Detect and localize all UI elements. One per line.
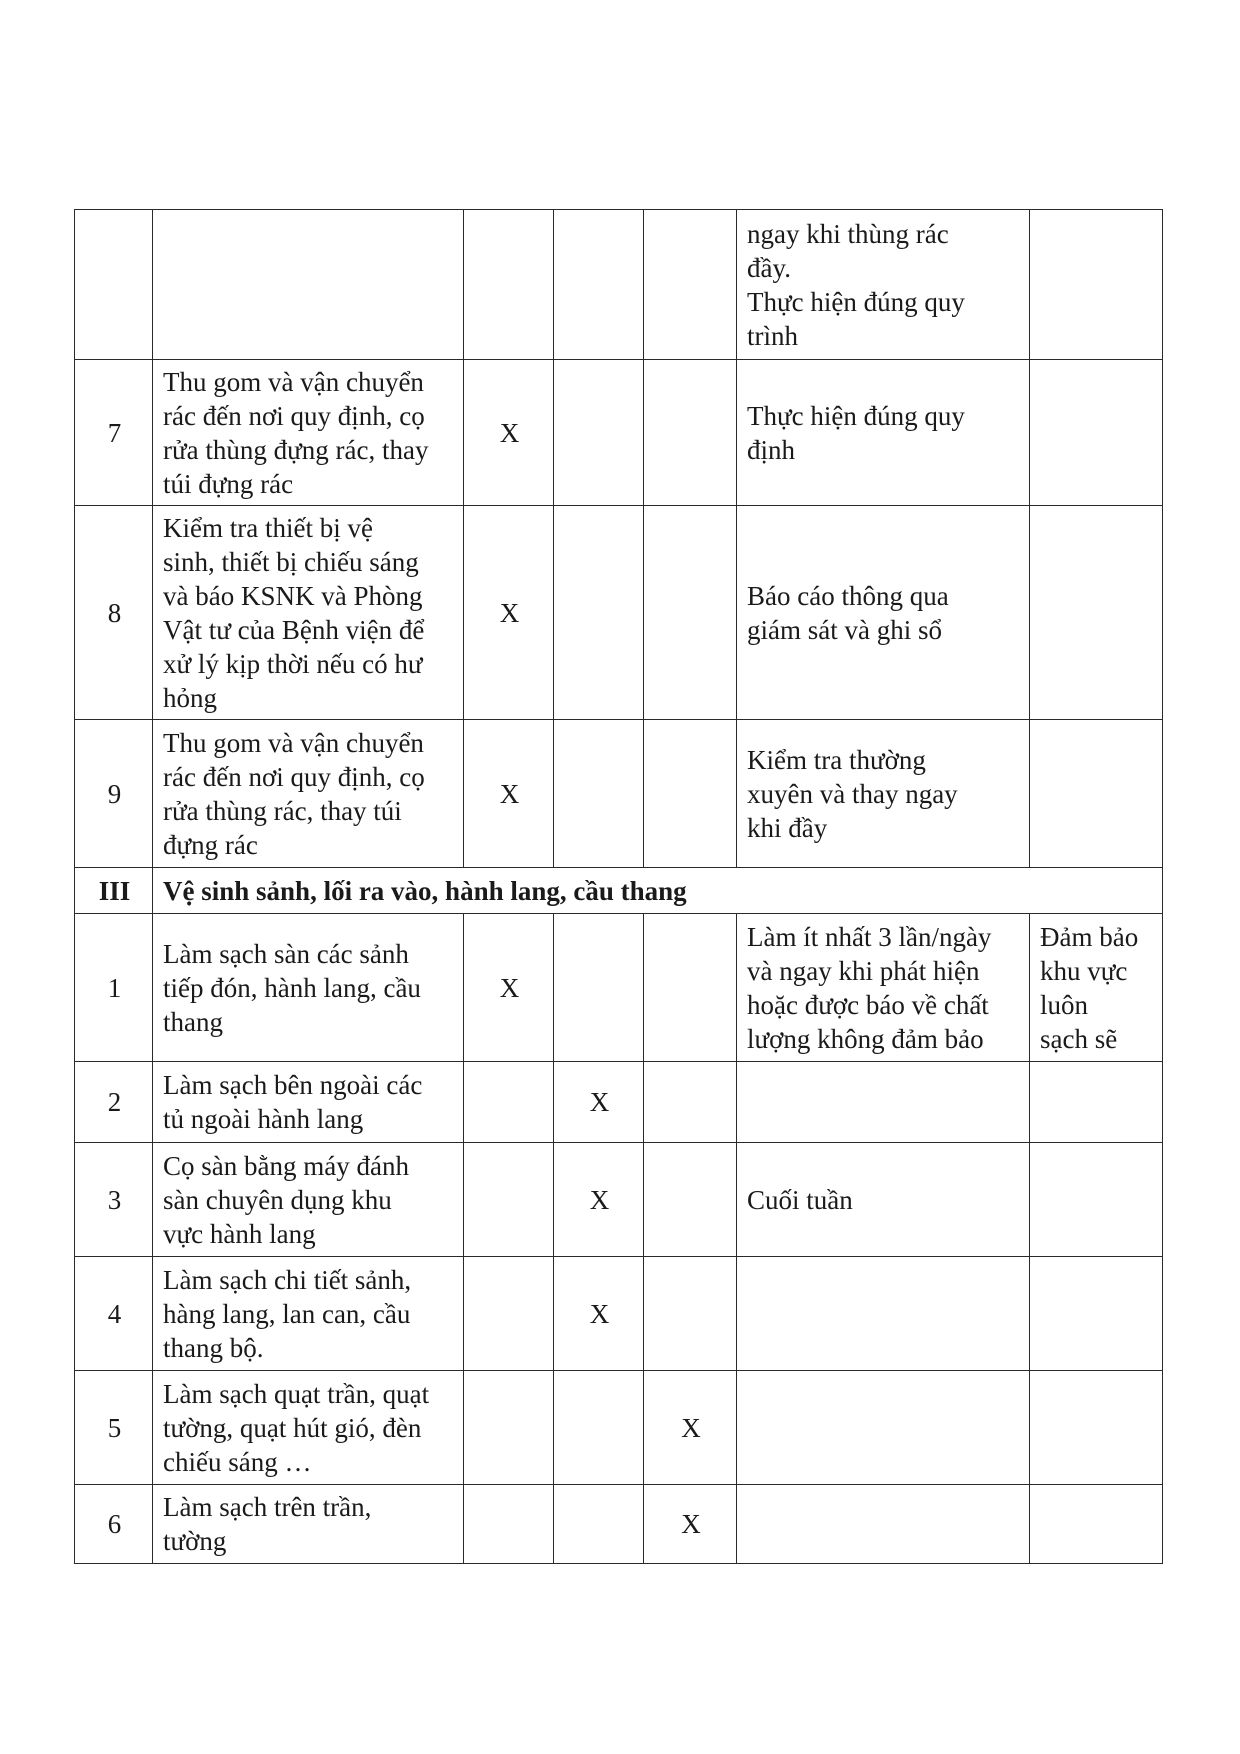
result-note xyxy=(1030,210,1163,360)
weekly-mark: X xyxy=(554,1062,644,1143)
table-row xyxy=(75,506,1163,720)
method-note: Làm ít nhất 3 lần/ngày và ngay khi phát hiện hoặc được báo về chất lượng không đảm bảo xyxy=(737,914,1030,1062)
monthly-mark xyxy=(644,914,737,1062)
monthly-mark xyxy=(644,1143,737,1257)
daily-mark xyxy=(464,1485,554,1564)
daily-mark xyxy=(464,1062,554,1143)
section-number: III xyxy=(75,868,153,914)
weekly-mark xyxy=(554,1371,644,1485)
weekly-mark xyxy=(554,720,644,868)
method-note xyxy=(737,1257,1030,1371)
table-row xyxy=(75,914,1163,1062)
result-note xyxy=(1030,1143,1163,1257)
task-description: Cọ sàn bằng máy đánh sàn chuyên dụng khu vực hành lang xyxy=(153,1143,464,1257)
monthly-mark xyxy=(644,210,737,360)
result-note: Đảm bảo khu vực luôn sạch sẽ xyxy=(1030,914,1163,1062)
weekly-mark xyxy=(554,210,644,360)
result-note xyxy=(1030,1257,1163,1371)
task-description: Làm sạch trên trần, tường xyxy=(153,1485,464,1564)
monthly-mark xyxy=(644,1062,737,1143)
row-number: 9 xyxy=(75,720,153,868)
daily-mark xyxy=(464,1257,554,1371)
daily-mark: X xyxy=(464,720,554,868)
weekly-mark xyxy=(554,1485,644,1564)
task-description: Làm sạch quạt trần, quạt tường, quạt hút gió, đèn chiếu sáng … xyxy=(153,1371,464,1485)
table-row xyxy=(75,720,1163,868)
daily-mark xyxy=(464,1371,554,1485)
weekly-mark xyxy=(554,360,644,506)
table-row xyxy=(75,360,1163,506)
method-note xyxy=(737,1062,1030,1143)
row-number: 2 xyxy=(75,1062,153,1143)
daily-mark: X xyxy=(464,360,554,506)
method-note: Kiểm tra thường xuyên và thay ngay khi đầy xyxy=(737,720,1030,868)
daily-mark xyxy=(464,1143,554,1257)
method-note: ngay khi thùng rác đầy. Thực hiện đúng quy trình xyxy=(737,210,1030,360)
result-note xyxy=(1030,506,1163,720)
result-note xyxy=(1030,1062,1163,1143)
task-description: Làm sạch chi tiết sảnh, hàng lang, lan can, cầu thang bộ. xyxy=(153,1257,464,1371)
method-note xyxy=(737,1371,1030,1485)
table-row xyxy=(75,1143,1163,1257)
task-description: Thu gom và vận chuyển rác đến nơi quy định, cọ rửa thùng đựng rác, thay túi đựng rác xyxy=(153,360,464,506)
schedule-table xyxy=(74,209,1163,1564)
task-description: Thu gom và vận chuyển rác đến nơi quy định, cọ rửa thùng rác, thay túi đựng rác xyxy=(153,720,464,868)
table-row xyxy=(75,1062,1163,1143)
weekly-mark xyxy=(554,506,644,720)
monthly-mark xyxy=(644,1257,737,1371)
table-row xyxy=(75,1485,1163,1564)
monthly-mark xyxy=(644,720,737,868)
row-number: 5 xyxy=(75,1371,153,1485)
table-row xyxy=(75,1257,1163,1371)
task-description: Kiểm tra thiết bị vệ sinh, thiết bị chiếu sáng và báo KSNK và Phòng Vật tư của Bệnh viện để xử lý kịp thời nếu có hư hỏng xyxy=(153,506,464,720)
result-note xyxy=(1030,1485,1163,1564)
result-note xyxy=(1030,360,1163,506)
task-description xyxy=(153,210,464,360)
method-note: Cuối tuần xyxy=(737,1143,1030,1257)
monthly-mark: X xyxy=(644,1485,737,1564)
weekly-mark: X xyxy=(554,1143,644,1257)
task-description: Làm sạch sàn các sảnh tiếp đón, hành lang, cầu thang xyxy=(153,914,464,1062)
task-description: Làm sạch bên ngoài các tủ ngoài hành lang xyxy=(153,1062,464,1143)
table-row xyxy=(75,1371,1163,1485)
row-number xyxy=(75,210,153,360)
method-note xyxy=(737,1485,1030,1564)
monthly-mark xyxy=(644,360,737,506)
section-header-row xyxy=(75,868,1163,914)
result-note xyxy=(1030,1371,1163,1485)
row-number: 7 xyxy=(75,360,153,506)
method-note: Thực hiện đúng quy định xyxy=(737,360,1030,506)
monthly-mark: X xyxy=(644,1371,737,1485)
monthly-mark xyxy=(644,506,737,720)
row-number: 1 xyxy=(75,914,153,1062)
row-number: 3 xyxy=(75,1143,153,1257)
row-number: 4 xyxy=(75,1257,153,1371)
daily-mark xyxy=(464,210,554,360)
table-row xyxy=(75,210,1163,360)
weekly-mark: X xyxy=(554,1257,644,1371)
method-note: Báo cáo thông qua giám sát và ghi sổ xyxy=(737,506,1030,720)
weekly-mark xyxy=(554,914,644,1062)
section-title: Vệ sinh sảnh, lối ra vào, hành lang, cầu thang xyxy=(153,868,1163,914)
result-note xyxy=(1030,720,1163,868)
daily-mark: X xyxy=(464,506,554,720)
row-number: 6 xyxy=(75,1485,153,1564)
row-number: 8 xyxy=(75,506,153,720)
daily-mark: X xyxy=(464,914,554,1062)
